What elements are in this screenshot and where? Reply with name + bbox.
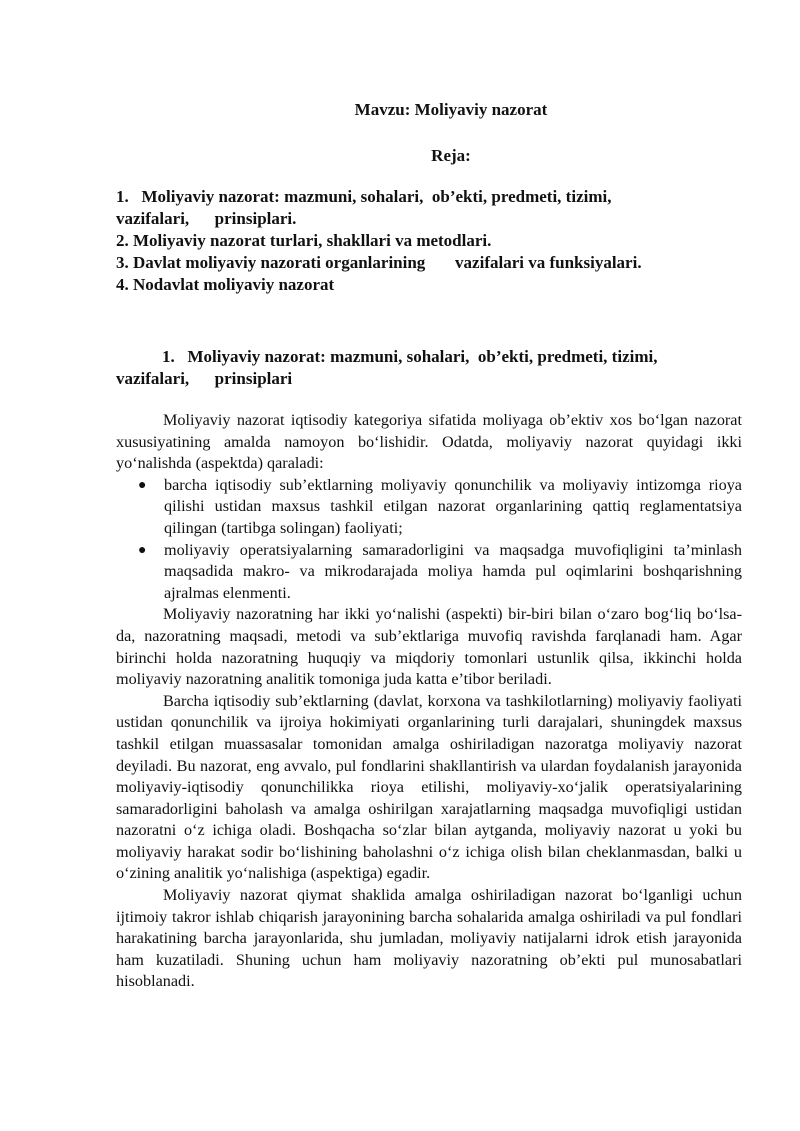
paragraph: Barcha iqtisodiy sub’ektlarning (davlat, korxona va tashkilotlarning) moliyaviy faoliyati ustidan qonunchilik va ijroiya hokimiyati organlarining turli darajalari, shuningdek maxsus tashkil etilgan muassasalar tomonidan amalga oshiriladigan nazoratga moliyaviy nazorat deyiladi. Bu nazorat, eng avvalo, pul fondlarini shakllantirish va ulardan foydalanish jarayonida moliyaviy-iqtisodiy qonunchilikka rioya etilishi, moliyaviy-xo‘jalik operatsiyalarining samaradorligini baholash va amalga oshirilgan xarajatlarning maqsadga muvofiqligi ustidan nazoratni o‘z ichiga oladi. Boshqacha so‘zlar bilan aytganda, moliyaviy nazorat u yoki bu moliyaviy harakat sodir bo‘lishining baholashni o‘z ichiga olish bilan cheklanmasdan, balki u o‘zining analitik yo‘nalishiga (aspektiga) egadir. (116, 691, 742, 883)
plan-item: 1. Moliyaviy nazorat: mazmuni, sohalari, ob’ekti, predmeti, tizimi, (116, 187, 612, 206)
plan-heading: Reja: (431, 146, 471, 165)
plan-list (116, 186, 756, 296)
paragraph: Moliyaviy nazorat qiymat shaklida amalga oshiriladigan nazorat bo‘lganligi uchun ijtimoiy takror ishlab chiqarish jarayonining barcha sohalarida amalga oshiriladi va pul fondlari harakatining barcha jarayonlarida, shu jumladan, moliyaviy natijalarni idrok etish jarayonida ham kuzatiladi. Shuning uchun ham moliyaviy nazoratning ob’ekti pul munosabatlari hisoblanadi. (116, 886, 742, 991)
plan-item: vazifalari, prinsiplari. (116, 209, 297, 228)
plan-item: 2. Moliyaviy nazorat turlari, shakllari va metodlari. (116, 231, 492, 250)
bullet-icon: ● (138, 542, 147, 558)
plan-item: 3. Davlat moliyaviy nazorati organlarining vazifalari va funksiyalari. (116, 253, 642, 272)
body-text (116, 410, 742, 993)
plan-item: 4. Nodavlat moliyaviy nazorat (116, 275, 335, 294)
section-heading-line: 1. Moliyaviy nazorat: mazmuni, sohalari, ob’ekti, predmeti, tizimi, (162, 347, 658, 366)
section-heading (116, 346, 742, 390)
bullet-icon: ● (138, 477, 147, 493)
paragraph: Moliyaviy nazorat iqtisodiy kategoriya sifatida moliyaga ob’ektiv xos bo‘lgan nazorat xususiyatining amalda namoyon bo‘lishidir. Odatda, moliyaviy nazorat quyidagi ikki yo‘nalishda (aspektda) qaraladi: (116, 411, 742, 473)
list-item-text: barcha iqtisodiy sub’ektlarning moliyaviy qonunchilik va moliyaviy intizomga rioya qilishi ustidan maxsus tashkil etilgan nazorat organlarining qattiq reglamentatsiya qilingan (tartibga solingan) faoliyati; (164, 475, 742, 537)
list-item-text: moliyaviy operatsiyalarning samaradorligini va maqsadga muvofiqligini ta’minlash maqsadida makro- va mikrodarajada moliya hamda pul oqimlarini boshqarishning ajralmas elenmenti. (164, 540, 742, 602)
section-heading-line: vazifalari, prinsiplari (116, 369, 293, 388)
paragraph: Moliyaviy nazoratning har ikki yo‘nalishi (aspekti) bir-biri bilan o‘zaro bog‘liq bo‘lsa-da, nazoratning maqsadi, metodi va sub’ektlariga muvofiq ravishda farqlanadi ham. Agar birinchi holda nazoratning huquqiy va miqdoriy tomonlari ustunlik qilsa, ikkinchi holda moliyaviy nazoratning analitik tomoniga juda katta e’tibor beriladi. (116, 605, 742, 689)
list-item (116, 475, 742, 540)
bullet-list (116, 475, 742, 605)
list-item (116, 540, 742, 605)
document-title: Mavzu: Moliyaviy nazorat (354, 100, 548, 119)
